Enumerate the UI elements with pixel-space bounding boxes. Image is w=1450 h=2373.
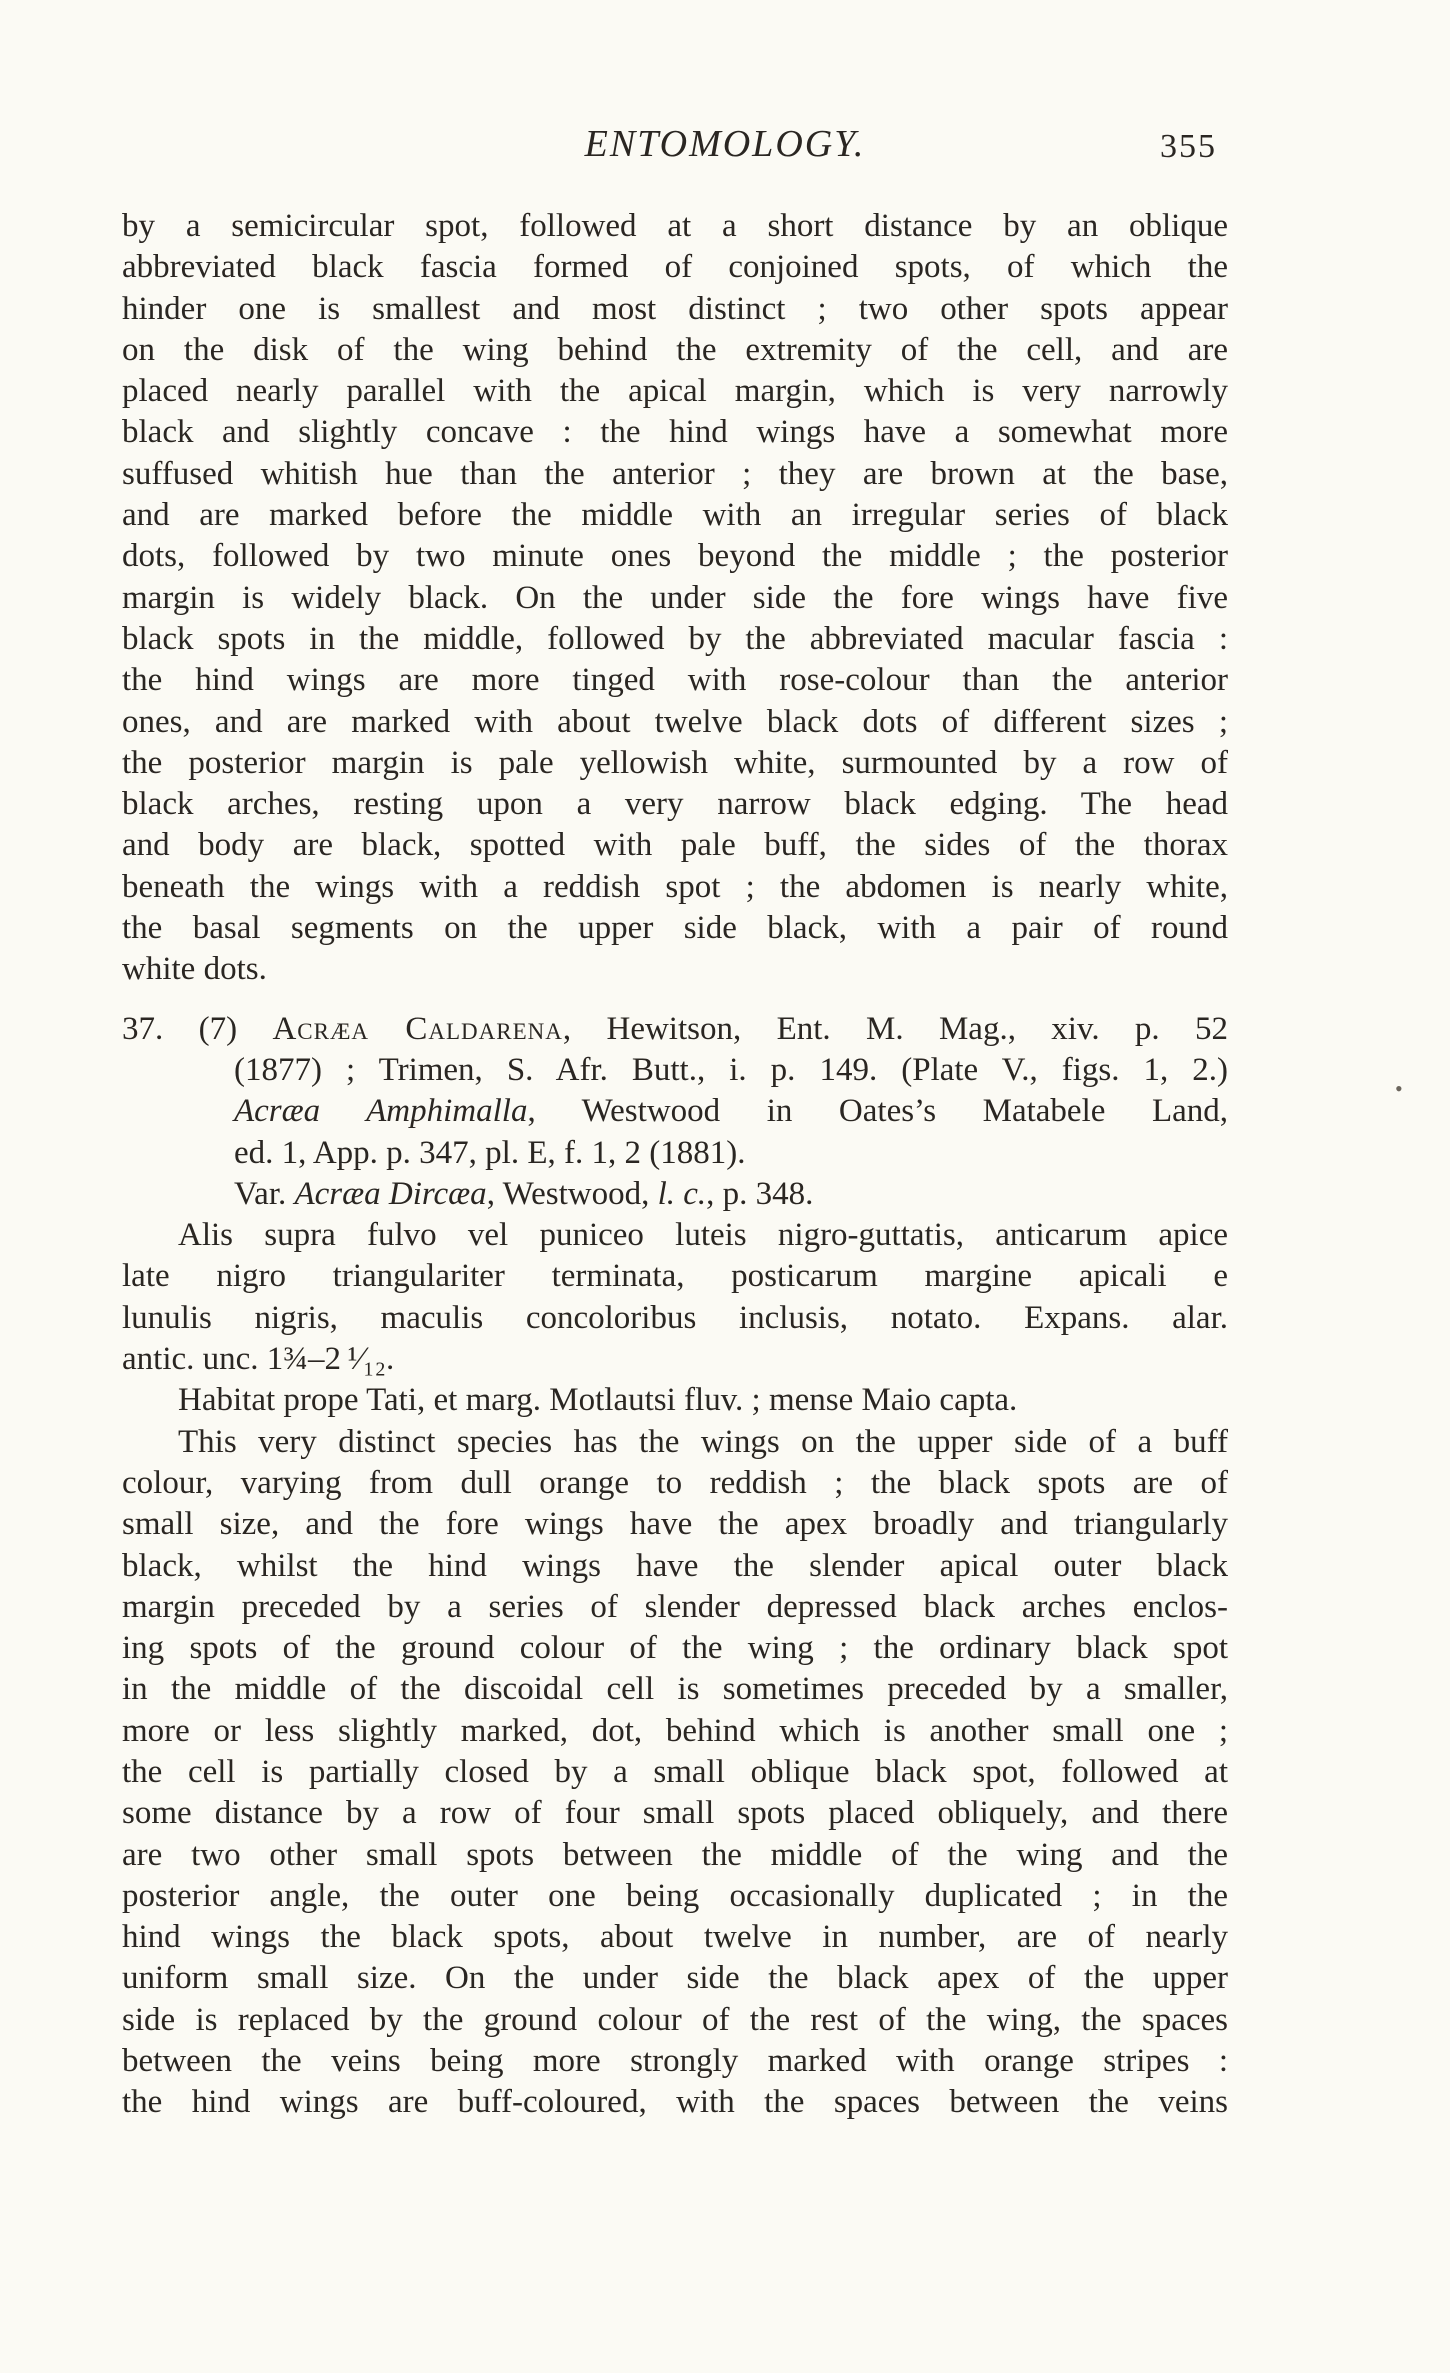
species-entry	[122, 1009, 1228, 1215]
text-line: and body are black, spotted with pale buff, the sides of the thorax	[122, 827, 1228, 864]
text-line: posterior angle, the outer one being occasionally duplicated ; in the	[122, 1877, 1228, 1914]
synonym-citation: , Westwood in Oates’s Matabele Land,	[527, 1093, 1228, 1130]
text-line: the hind wings are more tinged with rose-colour than the anterior	[122, 662, 1228, 699]
entry-line-1	[122, 1009, 1228, 1050]
entry-line-3	[122, 1091, 1228, 1132]
text-line: suffused whitish hue than the anterior ; they are brown at the base,	[122, 455, 1228, 492]
page-number: 355	[1160, 128, 1217, 165]
var-label: Var.	[234, 1175, 295, 1212]
text-line: black, whilst the hind wings have the slender apical outer black	[122, 1547, 1228, 1584]
var-name: Acræa Dircæa	[294, 1175, 487, 1212]
text-line: placed nearly parallel with the apical margin, which is very narrowly	[122, 373, 1228, 410]
text-line: and are marked before the middle with an irregular series of black	[122, 497, 1228, 534]
text-line: by a semicircular spot, followed at a short distance by an oblique	[122, 208, 1228, 244]
text-line: on the disk of the wing behind the extremity of the cell, and are	[122, 331, 1228, 368]
entry-line-4: ed. 1, App. p. 347, pl. E, f. 1, 2 (1881).	[234, 1134, 746, 1171]
text-line: late nigro triangulariter terminata, posticarum margine apicali e	[122, 1258, 1228, 1295]
text-line: the cell is partially closed by a small oblique black spot, followed at	[122, 1753, 1228, 1790]
text-line: margin preceded by a series of slender depressed black arches enclos-	[122, 1588, 1228, 1625]
description-paragraph	[122, 1422, 1228, 2124]
entry-citation-1: , Hewitson, Ent. M. Mag., xiv. p. 52	[562, 1010, 1229, 1047]
text-line: side is replaced by the ground colour of the rest of the wing, the spaces	[122, 2001, 1228, 2038]
body-text	[122, 206, 1228, 2124]
text-line: white dots.	[122, 951, 267, 988]
species-name: Acræa Caldarena	[272, 1010, 563, 1047]
text-line: in the middle of the discoidal cell is sometimes preceded by a smaller,	[122, 1671, 1228, 1708]
text-line: black spots in the middle, followed by the abbreviated macular fascia :	[122, 620, 1228, 657]
text-line: the posterior margin is pale yellowish white, surmounted by a row of	[122, 744, 1228, 781]
var-citation-b: , p. 348.	[706, 1175, 814, 1212]
text-line: black and slightly concave : the hind wings have a somewhat more	[122, 414, 1228, 451]
latin-description	[122, 1215, 1228, 1380]
text-line: antic. unc. 1¾–2 ¹⁄₁₂.	[122, 1341, 395, 1378]
entry-number: 37. (7)	[122, 1010, 238, 1047]
entry-line-2: (1877) ; Trimen, S. Afr. Butt., i. p. 149. (Plate V., figs. 1, 2.)	[234, 1051, 1228, 1088]
text-line: ones, and are marked with about twelve black dots of different sizes ;	[122, 703, 1228, 740]
text-line: beneath the wings with a reddish spot ; the abdomen is nearly white,	[122, 868, 1228, 905]
text-line: hind wings the black spots, about twelve in number, are of nearly	[122, 1919, 1228, 1956]
text-line: uniform small size. On the under side the black apex of the upper	[122, 1960, 1228, 1997]
text-line: black arches, resting upon a very narrow black edging. The head	[122, 786, 1228, 823]
text-line: the hind wings are buff-coloured, with the spaces between the veins	[122, 2084, 1228, 2121]
synonym-name: Acræa Amphimalla	[234, 1093, 528, 1130]
text-line: abbreviated black fascia formed of conjoined spots, of which the	[122, 249, 1228, 286]
text-line: hinder one is smallest and most distinct ; two other spots appear	[122, 290, 1228, 327]
habitat-line: Habitat prope Tati, et marg. Motlautsi fluv. ; mense Maio capta.	[178, 1382, 1018, 1419]
text-line: are two other small spots between the middle of the wing and the	[122, 1836, 1228, 1873]
text-line: dots, followed by two minute ones beyond the middle ; the posterior	[122, 538, 1228, 575]
habitat-paragraph	[122, 1380, 1228, 1421]
text-line: ing spots of the ground colour of the wing ; the ordinary black spot	[122, 1630, 1228, 1667]
var-citation-a: , Westwood,	[486, 1175, 658, 1212]
paragraph-continued	[122, 206, 1228, 991]
margin-dot: •	[1395, 1076, 1403, 1101]
text-line: the basal segments on the upper side black, with a pair of round	[122, 910, 1228, 947]
text-line: between the veins being more strongly marked with orange stripes :	[122, 2043, 1228, 2080]
text-line: some distance by a row of four small spots placed obliquely, and there	[122, 1795, 1228, 1832]
entry-var-line	[122, 1174, 1228, 1215]
text-line: margin is widely black. On the under side the fore wings have five	[122, 579, 1228, 616]
var-lc: l. c.	[657, 1175, 707, 1212]
text-line: lunulis nigris, maculis concoloribus inclusis, notato. Expans. alar.	[122, 1299, 1228, 1336]
text-line: This very distinct species has the wings on the upper side of a buff	[178, 1423, 1228, 1460]
text-line: small size, and the fore wings have the apex broadly and triangularly	[122, 1506, 1228, 1543]
running-head	[0, 122, 1450, 172]
running-title: ENTOMOLOGY.	[584, 123, 866, 165]
text-line: Alis supra fulvo vel puniceo luteis nigro-guttatis, anticarum apice	[178, 1217, 1228, 1254]
text-line: colour, varying from dull orange to reddish ; the black spots are of	[122, 1464, 1228, 1501]
text-line: more or less slightly marked, dot, behind which is another small one ;	[122, 1712, 1228, 1749]
